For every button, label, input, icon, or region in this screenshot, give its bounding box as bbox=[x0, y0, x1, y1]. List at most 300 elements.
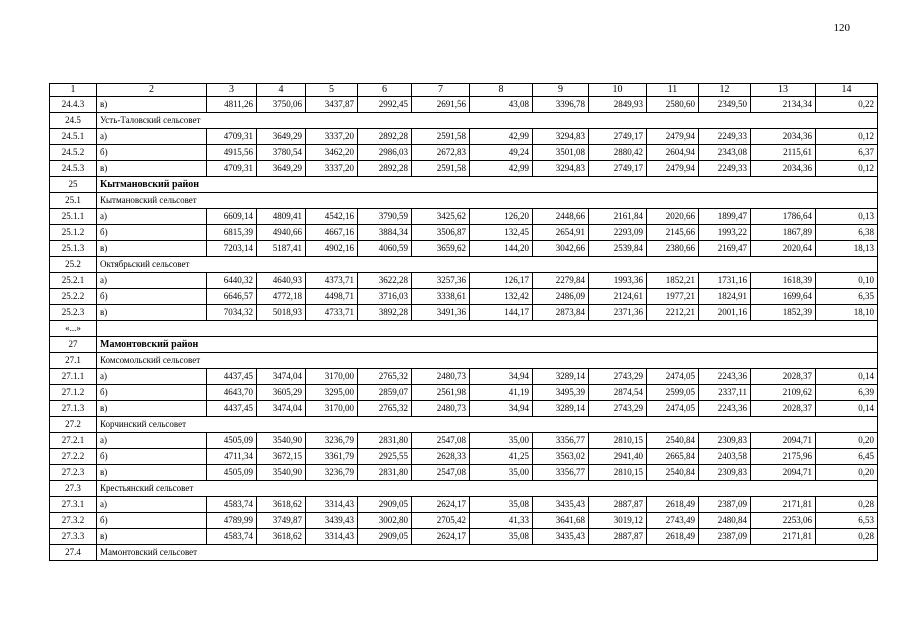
value-cell: 3439,43 bbox=[306, 513, 358, 529]
value-cell: 2169,47 bbox=[699, 241, 751, 257]
value-cell: 2880,42 bbox=[589, 145, 647, 161]
value-cell: 7034,32 bbox=[207, 305, 257, 321]
value-cell: 3338,61 bbox=[412, 289, 470, 305]
value-cell: 18,10 bbox=[816, 305, 878, 321]
value-cell: 0,28 bbox=[816, 497, 878, 513]
value-cell: 3236,79 bbox=[306, 465, 358, 481]
value-cell: 35,08 bbox=[470, 497, 533, 513]
value-cell: 0,22 bbox=[816, 97, 878, 113]
value-cell: 3649,29 bbox=[257, 129, 306, 145]
value-cell: 2618,49 bbox=[647, 497, 699, 513]
value-cell: 2337,11 bbox=[699, 385, 751, 401]
value-cell: 3884,34 bbox=[358, 225, 412, 241]
value-cell: 2279,84 bbox=[533, 273, 589, 289]
value-cell: 0,12 bbox=[816, 161, 878, 177]
row-variant: в) bbox=[97, 465, 207, 481]
value-cell: 3649,29 bbox=[257, 161, 306, 177]
value-cell: 3314,43 bbox=[306, 497, 358, 513]
value-cell: 2094,71 bbox=[751, 433, 816, 449]
municipality-name: Крестьянский сельсовет bbox=[97, 481, 878, 497]
row-variant: а) bbox=[97, 129, 207, 145]
value-cell: 2243,36 bbox=[699, 401, 751, 417]
value-cell: 4505,09 bbox=[207, 465, 257, 481]
value-cell: 6646,57 bbox=[207, 289, 257, 305]
row-code: 27.2.1 bbox=[50, 433, 97, 449]
value-cell: 3618,62 bbox=[257, 497, 306, 513]
value-cell: 3314,43 bbox=[306, 529, 358, 545]
table-row bbox=[50, 241, 878, 257]
value-cell: 2380,66 bbox=[647, 241, 699, 257]
value-cell: 132,42 bbox=[470, 289, 533, 305]
row-code: 25.1.3 bbox=[50, 241, 97, 257]
value-cell: 2403,58 bbox=[699, 449, 751, 465]
row-code: 27 bbox=[50, 337, 97, 353]
value-cell: 4711,34 bbox=[207, 449, 257, 465]
row-code: 25.2.1 bbox=[50, 273, 97, 289]
row-code: 24.5.2 bbox=[50, 145, 97, 161]
value-cell: 2618,49 bbox=[647, 529, 699, 545]
value-cell: 34,94 bbox=[470, 369, 533, 385]
row-code: 27.2.3 bbox=[50, 465, 97, 481]
value-cell: 2887,87 bbox=[589, 529, 647, 545]
table-row bbox=[50, 161, 878, 177]
value-cell: 2604,94 bbox=[647, 145, 699, 161]
value-cell: 4437,45 bbox=[207, 401, 257, 417]
value-cell: 1867,89 bbox=[751, 225, 816, 241]
value-cell: 4505,09 bbox=[207, 433, 257, 449]
value-cell: 3563,02 bbox=[533, 449, 589, 465]
value-cell: 3294,83 bbox=[533, 129, 589, 145]
value-cell: 1824,91 bbox=[699, 289, 751, 305]
value-cell: 2909,05 bbox=[358, 529, 412, 545]
value-cell: 0,14 bbox=[816, 401, 878, 417]
value-cell: 4542,16 bbox=[306, 209, 358, 225]
value-cell: 3356,77 bbox=[533, 433, 589, 449]
value-cell: 4437,45 bbox=[207, 369, 257, 385]
municipality-name: Кытмановский сельсовет bbox=[97, 193, 878, 209]
value-cell: 3295,00 bbox=[306, 385, 358, 401]
row-variant: а) bbox=[97, 497, 207, 513]
value-cell: 3337,20 bbox=[306, 161, 358, 177]
value-cell: 2986,03 bbox=[358, 145, 412, 161]
value-cell: 144,17 bbox=[470, 305, 533, 321]
value-cell: 1993,22 bbox=[699, 225, 751, 241]
value-cell: 3641,68 bbox=[533, 513, 589, 529]
value-cell: 41,33 bbox=[470, 513, 533, 529]
value-cell: 2145,66 bbox=[647, 225, 699, 241]
value-cell: 2293,09 bbox=[589, 225, 647, 241]
value-cell: 2547,08 bbox=[412, 433, 470, 449]
value-cell: 4772,18 bbox=[257, 289, 306, 305]
row-code: 27.4 bbox=[50, 545, 97, 561]
value-cell: 4940,66 bbox=[257, 225, 306, 241]
value-cell: 3750,06 bbox=[257, 97, 306, 113]
value-cell: 2175,96 bbox=[751, 449, 816, 465]
table-row bbox=[50, 433, 878, 449]
row-code: 24.4.3 bbox=[50, 97, 97, 113]
value-cell: 3462,20 bbox=[306, 145, 358, 161]
value-cell: 126,20 bbox=[470, 209, 533, 225]
value-cell: 6,37 bbox=[816, 145, 878, 161]
value-cell: 2859,07 bbox=[358, 385, 412, 401]
row-variant: б) bbox=[97, 449, 207, 465]
row-code: 25.1.1 bbox=[50, 209, 97, 225]
value-cell: 6,35 bbox=[816, 289, 878, 305]
table-row bbox=[50, 289, 878, 305]
value-cell: 3236,79 bbox=[306, 433, 358, 449]
value-cell: 126,17 bbox=[470, 273, 533, 289]
page-number: 120 bbox=[833, 22, 850, 34]
column-header: 13 bbox=[751, 84, 816, 97]
value-cell: 2743,29 bbox=[589, 401, 647, 417]
value-cell: 2020,66 bbox=[647, 209, 699, 225]
column-header: 12 bbox=[699, 84, 751, 97]
row-variant: а) bbox=[97, 209, 207, 225]
value-cell: 2765,32 bbox=[358, 401, 412, 417]
column-header: 6 bbox=[358, 84, 412, 97]
table-row bbox=[50, 209, 878, 225]
value-cell: 2628,33 bbox=[412, 449, 470, 465]
header-row bbox=[50, 84, 878, 97]
value-cell: 3506,87 bbox=[412, 225, 470, 241]
municipality-name: Корчинский сельсовет bbox=[97, 417, 878, 433]
value-cell: 2540,84 bbox=[647, 433, 699, 449]
value-cell: 2540,84 bbox=[647, 465, 699, 481]
column-header: 8 bbox=[470, 84, 533, 97]
value-cell: 2161,84 bbox=[589, 209, 647, 225]
value-cell: 2591,58 bbox=[412, 129, 470, 145]
table-row bbox=[50, 529, 878, 545]
value-cell: 5187,41 bbox=[257, 241, 306, 257]
table-row bbox=[50, 353, 878, 369]
value-cell: 2810,15 bbox=[589, 465, 647, 481]
value-cell: 2909,05 bbox=[358, 497, 412, 513]
value-cell: 4915,56 bbox=[207, 145, 257, 161]
value-cell: 2591,58 bbox=[412, 161, 470, 177]
table-row bbox=[50, 129, 878, 145]
value-cell: 35,00 bbox=[470, 433, 533, 449]
value-cell: 4373,71 bbox=[306, 273, 358, 289]
value-cell: 2034,36 bbox=[751, 161, 816, 177]
table-row bbox=[50, 97, 878, 113]
value-cell: 2343,08 bbox=[699, 145, 751, 161]
row-code: 24.5 bbox=[50, 113, 97, 129]
value-cell: 3622,28 bbox=[358, 273, 412, 289]
value-cell: 3672,15 bbox=[257, 449, 306, 465]
value-cell: 2874,54 bbox=[589, 385, 647, 401]
value-cell: 3540,90 bbox=[257, 465, 306, 481]
value-cell: 132,45 bbox=[470, 225, 533, 241]
value-cell: 2094,71 bbox=[751, 465, 816, 481]
value-cell: 1699,64 bbox=[751, 289, 816, 305]
value-cell: 34,94 bbox=[470, 401, 533, 417]
table-row bbox=[50, 321, 878, 337]
table-row bbox=[50, 305, 878, 321]
value-cell: 6,38 bbox=[816, 225, 878, 241]
value-cell: 2171,81 bbox=[751, 497, 816, 513]
value-cell: 2480,84 bbox=[699, 513, 751, 529]
table-row bbox=[50, 513, 878, 529]
value-cell: 42,99 bbox=[470, 129, 533, 145]
row-variant: в) bbox=[97, 529, 207, 545]
value-cell: 2892,28 bbox=[358, 129, 412, 145]
value-cell: 6,39 bbox=[816, 385, 878, 401]
value-cell: 4583,74 bbox=[207, 529, 257, 545]
value-cell: 2810,15 bbox=[589, 433, 647, 449]
value-cell: 3289,14 bbox=[533, 369, 589, 385]
row-code: 25.1 bbox=[50, 193, 97, 209]
value-cell: 0,14 bbox=[816, 369, 878, 385]
table-row bbox=[50, 417, 878, 433]
column-header: 1 bbox=[50, 84, 97, 97]
column-header: 11 bbox=[647, 84, 699, 97]
value-cell: 2109,62 bbox=[751, 385, 816, 401]
value-cell: 2624,17 bbox=[412, 529, 470, 545]
table-row bbox=[50, 145, 878, 161]
value-cell: 6815,39 bbox=[207, 225, 257, 241]
value-cell: 5018,93 bbox=[257, 305, 306, 321]
value-cell: 2831,80 bbox=[358, 433, 412, 449]
value-cell: 2580,60 bbox=[647, 97, 699, 113]
row-variant: в) bbox=[97, 401, 207, 417]
value-cell: 4709,31 bbox=[207, 129, 257, 145]
value-cell: 2474,05 bbox=[647, 401, 699, 417]
column-header: 2 bbox=[97, 84, 207, 97]
value-cell: 2249,33 bbox=[699, 129, 751, 145]
row-code: 24.5.3 bbox=[50, 161, 97, 177]
value-cell: 2474,05 bbox=[647, 369, 699, 385]
value-cell: 35,08 bbox=[470, 529, 533, 545]
table-row bbox=[50, 113, 878, 129]
value-cell: 4643,70 bbox=[207, 385, 257, 401]
value-cell: 1786,64 bbox=[751, 209, 816, 225]
value-cell: 35,00 bbox=[470, 465, 533, 481]
row-code: «...» bbox=[50, 321, 97, 337]
value-cell: 6,53 bbox=[816, 513, 878, 529]
value-cell: 4809,41 bbox=[257, 209, 306, 225]
value-cell: 3491,36 bbox=[412, 305, 470, 321]
value-cell: 1852,21 bbox=[647, 273, 699, 289]
value-cell: 3257,36 bbox=[412, 273, 470, 289]
table-row bbox=[50, 177, 878, 193]
value-cell: 43,08 bbox=[470, 97, 533, 113]
row-code: 24.5.1 bbox=[50, 129, 97, 145]
value-cell: 3019,12 bbox=[589, 513, 647, 529]
value-cell: 3435,43 bbox=[533, 529, 589, 545]
value-cell: 1993,36 bbox=[589, 273, 647, 289]
value-cell: 1899,47 bbox=[699, 209, 751, 225]
row-variant: б) bbox=[97, 145, 207, 161]
value-cell: 0,10 bbox=[816, 273, 878, 289]
column-header: 5 bbox=[306, 84, 358, 97]
table-row bbox=[50, 225, 878, 241]
value-cell: 4667,16 bbox=[306, 225, 358, 241]
value-cell: 18,13 bbox=[816, 241, 878, 257]
row-code: 25.2.3 bbox=[50, 305, 97, 321]
value-cell: 3790,59 bbox=[358, 209, 412, 225]
value-cell: 2349,50 bbox=[699, 97, 751, 113]
value-cell: 3780,54 bbox=[257, 145, 306, 161]
row-code: 25.1.2 bbox=[50, 225, 97, 241]
value-cell: 4060,59 bbox=[358, 241, 412, 257]
table-row bbox=[50, 465, 878, 481]
row-code: 25.2.2 bbox=[50, 289, 97, 305]
value-cell: 41,19 bbox=[470, 385, 533, 401]
value-cell: 2892,28 bbox=[358, 161, 412, 177]
value-cell: 6,45 bbox=[816, 449, 878, 465]
value-cell: 3170,00 bbox=[306, 369, 358, 385]
value-cell: 2743,49 bbox=[647, 513, 699, 529]
row-code: 27.3 bbox=[50, 481, 97, 497]
value-cell: 3605,29 bbox=[257, 385, 306, 401]
row-variant: в) bbox=[97, 97, 207, 113]
column-header: 7 bbox=[412, 84, 470, 97]
row-code: 25.2 bbox=[50, 257, 97, 273]
municipality-name: Октябрьский сельсовет bbox=[97, 257, 878, 273]
value-cell: 3501,08 bbox=[533, 145, 589, 161]
value-cell: 2448,66 bbox=[533, 209, 589, 225]
value-cell: 1977,21 bbox=[647, 289, 699, 305]
row-variant: а) bbox=[97, 433, 207, 449]
value-cell: 2873,84 bbox=[533, 305, 589, 321]
value-cell: 7203,14 bbox=[207, 241, 257, 257]
row-variant: а) bbox=[97, 369, 207, 385]
row-variant: в) bbox=[97, 241, 207, 257]
value-cell: 4640,93 bbox=[257, 273, 306, 289]
value-cell: 2831,80 bbox=[358, 465, 412, 481]
value-cell: 0,28 bbox=[816, 529, 878, 545]
value-cell: 0,20 bbox=[816, 433, 878, 449]
row-variant: б) bbox=[97, 513, 207, 529]
value-cell: 3474,04 bbox=[257, 401, 306, 417]
value-cell: 2309,83 bbox=[699, 465, 751, 481]
value-cell: 2028,37 bbox=[751, 401, 816, 417]
value-cell: 2665,84 bbox=[647, 449, 699, 465]
value-cell: 3396,78 bbox=[533, 97, 589, 113]
value-cell: 4498,71 bbox=[306, 289, 358, 305]
row-code: 27.3.3 bbox=[50, 529, 97, 545]
table-row bbox=[50, 385, 878, 401]
value-cell: 3437,87 bbox=[306, 97, 358, 113]
value-cell: 2115,61 bbox=[751, 145, 816, 161]
column-header: 14 bbox=[816, 84, 878, 97]
value-cell: 1618,39 bbox=[751, 273, 816, 289]
value-cell: 3495,39 bbox=[533, 385, 589, 401]
value-cell: 2743,29 bbox=[589, 369, 647, 385]
value-cell: 2028,37 bbox=[751, 369, 816, 385]
value-cell: 2212,21 bbox=[647, 305, 699, 321]
row-variant: б) bbox=[97, 385, 207, 401]
value-cell: 2765,32 bbox=[358, 369, 412, 385]
value-cell: 0,20 bbox=[816, 465, 878, 481]
value-cell: 4733,71 bbox=[306, 305, 358, 321]
value-cell: 2561,98 bbox=[412, 385, 470, 401]
column-header: 9 bbox=[533, 84, 589, 97]
row-variant: а) bbox=[97, 273, 207, 289]
value-cell: 2387,09 bbox=[699, 529, 751, 545]
value-cell: 3170,00 bbox=[306, 401, 358, 417]
value-cell: 2547,08 bbox=[412, 465, 470, 481]
table-row bbox=[50, 497, 878, 513]
municipality-name: Комсомольский сельсовет bbox=[97, 353, 878, 369]
value-cell: 2599,05 bbox=[647, 385, 699, 401]
row-variant: в) bbox=[97, 305, 207, 321]
value-cell: 144,20 bbox=[470, 241, 533, 257]
value-cell: 3435,43 bbox=[533, 497, 589, 513]
value-cell: 4811,26 bbox=[207, 97, 257, 113]
value-cell: 1852,39 bbox=[751, 305, 816, 321]
row-code: 27.2 bbox=[50, 417, 97, 433]
value-cell: 2486,09 bbox=[533, 289, 589, 305]
value-cell: 3540,90 bbox=[257, 433, 306, 449]
value-cell: 49,24 bbox=[470, 145, 533, 161]
value-cell: 2020,64 bbox=[751, 241, 816, 257]
district-name: Мамонтовский район bbox=[97, 337, 878, 353]
row-variant: б) bbox=[97, 289, 207, 305]
value-cell: 3425,62 bbox=[412, 209, 470, 225]
value-cell: 2705,42 bbox=[412, 513, 470, 529]
value-cell: 2253,06 bbox=[751, 513, 816, 529]
value-cell: 2171,81 bbox=[751, 529, 816, 545]
value-cell: 2941,40 bbox=[589, 449, 647, 465]
value-cell: 6440,32 bbox=[207, 273, 257, 289]
value-cell: 2034,36 bbox=[751, 129, 816, 145]
value-cell: 2243,36 bbox=[699, 369, 751, 385]
value-cell: 2992,45 bbox=[358, 97, 412, 113]
row-variant: в) bbox=[97, 161, 207, 177]
value-cell: 3618,62 bbox=[257, 529, 306, 545]
value-cell: 3892,28 bbox=[358, 305, 412, 321]
column-header: 3 bbox=[207, 84, 257, 97]
table-row bbox=[50, 545, 878, 561]
value-cell: 2309,83 bbox=[699, 433, 751, 449]
column-header: 10 bbox=[589, 84, 647, 97]
empty-cell bbox=[97, 321, 878, 337]
value-cell: 2134,34 bbox=[751, 97, 816, 113]
value-cell: 2887,87 bbox=[589, 497, 647, 513]
row-code: 27.3.1 bbox=[50, 497, 97, 513]
value-cell: 3042,66 bbox=[533, 241, 589, 257]
value-cell: 4583,74 bbox=[207, 497, 257, 513]
value-cell: 4902,16 bbox=[306, 241, 358, 257]
value-cell: 41,25 bbox=[470, 449, 533, 465]
value-cell: 3294,83 bbox=[533, 161, 589, 177]
value-cell: 2249,33 bbox=[699, 161, 751, 177]
value-cell: 6609,14 bbox=[207, 209, 257, 225]
value-cell: 2925,55 bbox=[358, 449, 412, 465]
value-cell: 3474,04 bbox=[257, 369, 306, 385]
row-code: 27.1.3 bbox=[50, 401, 97, 417]
value-cell: 2654,91 bbox=[533, 225, 589, 241]
municipality-name: Мамонтовский сельсовет bbox=[97, 545, 878, 561]
row-code: 27.1.1 bbox=[50, 369, 97, 385]
row-code: 27.1 bbox=[50, 353, 97, 369]
row-variant: б) bbox=[97, 225, 207, 241]
value-cell: 2124,61 bbox=[589, 289, 647, 305]
value-cell: 3659,62 bbox=[412, 241, 470, 257]
table-row bbox=[50, 401, 878, 417]
table-row bbox=[50, 481, 878, 497]
row-code: 27.1.2 bbox=[50, 385, 97, 401]
value-cell: 2849,93 bbox=[589, 97, 647, 113]
value-cell: 2672,83 bbox=[412, 145, 470, 161]
row-code: 25 bbox=[50, 177, 97, 193]
table-row bbox=[50, 257, 878, 273]
table-row bbox=[50, 273, 878, 289]
value-cell: 1731,16 bbox=[699, 273, 751, 289]
municipality-name: Усть-Таловский сельсовет bbox=[97, 113, 878, 129]
value-cell: 2371,36 bbox=[589, 305, 647, 321]
